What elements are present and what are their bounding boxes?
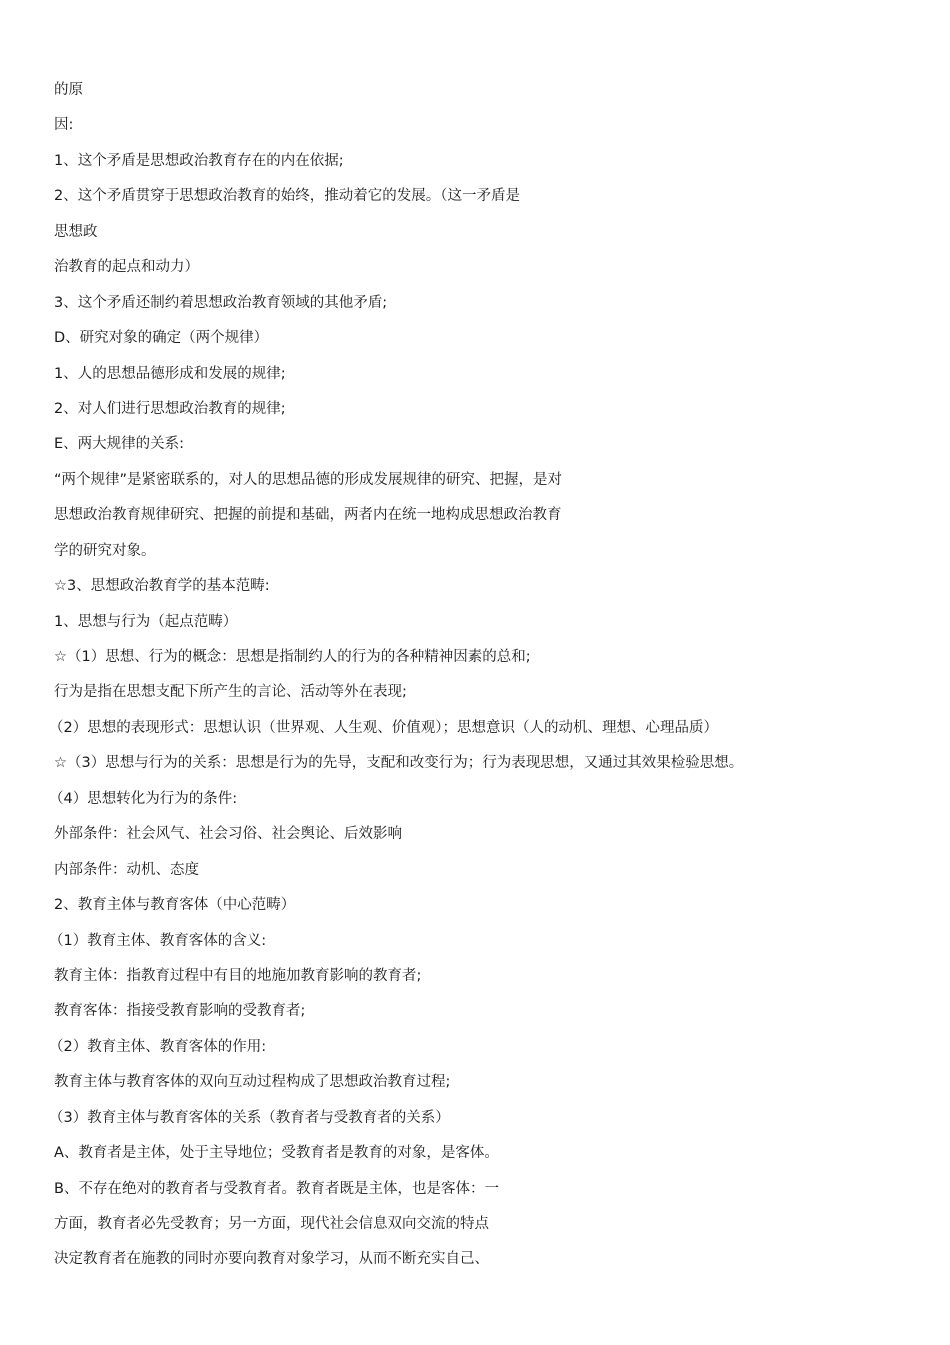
text-line: 的原: [54, 82, 83, 98]
text-line: 方面，教育者必先受教育；另一方面，现代社会信息双向交流的特点: [54, 1216, 489, 1232]
text-line: 3、这个矛盾还制约着思想政治教育领域的其他矛盾;: [54, 294, 388, 311]
text-line: 思想政治教育规律研究、把握的前提和基础，两者内在统一地构成思想政治教育: [54, 507, 562, 524]
text-line: （2）思想的表现形式：思想认识（世界观、人生观、价值观）；思想意识（人的动机、理想、心理品质）: [49, 719, 718, 736]
text-line: ☆（1）思想、行为的概念：思想是指制约人的行为的各种精神因素的总和;: [54, 649, 531, 665]
text-line: 教育客体：指接受教育影响的受教育者;: [54, 1003, 306, 1020]
text-line: 行为是指在思想支配下所产生的言论、活动等外在表现;: [54, 684, 407, 701]
text-line: B、不存在绝对的教育者与受教育者。教育者既是主体，也是客体：一: [54, 1180, 499, 1197]
text-line: 2、这个矛盾贯穿于思想政治教育的始终，推动着它的发展。（这一矛盾是: [54, 188, 520, 205]
text-line: 内部条件：动机、态度: [54, 861, 199, 878]
text-line: （2）教育主体、教育客体的作用:: [49, 1038, 267, 1055]
text-line: （3）教育主体与教育客体的关系（教育者与受教育者的关系）: [49, 1109, 450, 1126]
text-line: “两个规律”是紧密联系的，对人的思想品德的形成发展规律的研究、把握，是对: [54, 471, 563, 488]
text-line: 思想政: [54, 223, 98, 240]
text-line: 决定教育者在施教的同时亦要向教育对象学习，从而不断充实自己、: [54, 1251, 489, 1268]
text-line: 学的研究对象。: [54, 542, 156, 559]
subsection-heading: 1、思想与行为（起点范畴）: [54, 613, 238, 630]
text-line: （1）教育主体、教育客体的含义:: [49, 932, 267, 949]
section-heading: E、两大规律的关系:: [54, 436, 185, 453]
text-line: 2、对人们进行思想政治教育的规律;: [54, 400, 286, 417]
text-line: 1、这个矛盾是思想政治教育存在的内在依据;: [54, 152, 344, 169]
subsection-heading: 2、教育主体与教育客体（中心范畴）: [54, 897, 296, 914]
text-line: ☆（3）思想与行为的关系：思想是行为的先导，支配和改变行为；行为表现思想，又通过其效果检验思想。: [54, 755, 744, 772]
text-line: 治教育的起点和动力）: [54, 259, 199, 276]
text-line: 教育主体：指教育过程中有目的地施加教育影响的教育者;: [54, 967, 422, 984]
text-line: A、教育者是主体，处于主导地位；受教育者是教育的对象，是客体。: [54, 1145, 499, 1162]
text-line: 外部条件：社会风气、社会习俗、社会舆论、后效影响: [54, 826, 402, 843]
text-line: 1、人的思想品德形成和发展的规律;: [54, 365, 286, 382]
text-line: 因:: [54, 117, 74, 134]
document-body: [49, 78, 914, 1283]
section-heading: ☆3、思想政治教育学的基本范畴:: [54, 578, 270, 595]
text-line: 教育主体与教育客体的双向互动过程构成了思想政治教育过程;: [54, 1074, 451, 1091]
section-heading: D、研究对象的确定（两个规律）: [54, 330, 269, 347]
text-line: （4）思想转化为行为的条件:: [49, 790, 238, 807]
